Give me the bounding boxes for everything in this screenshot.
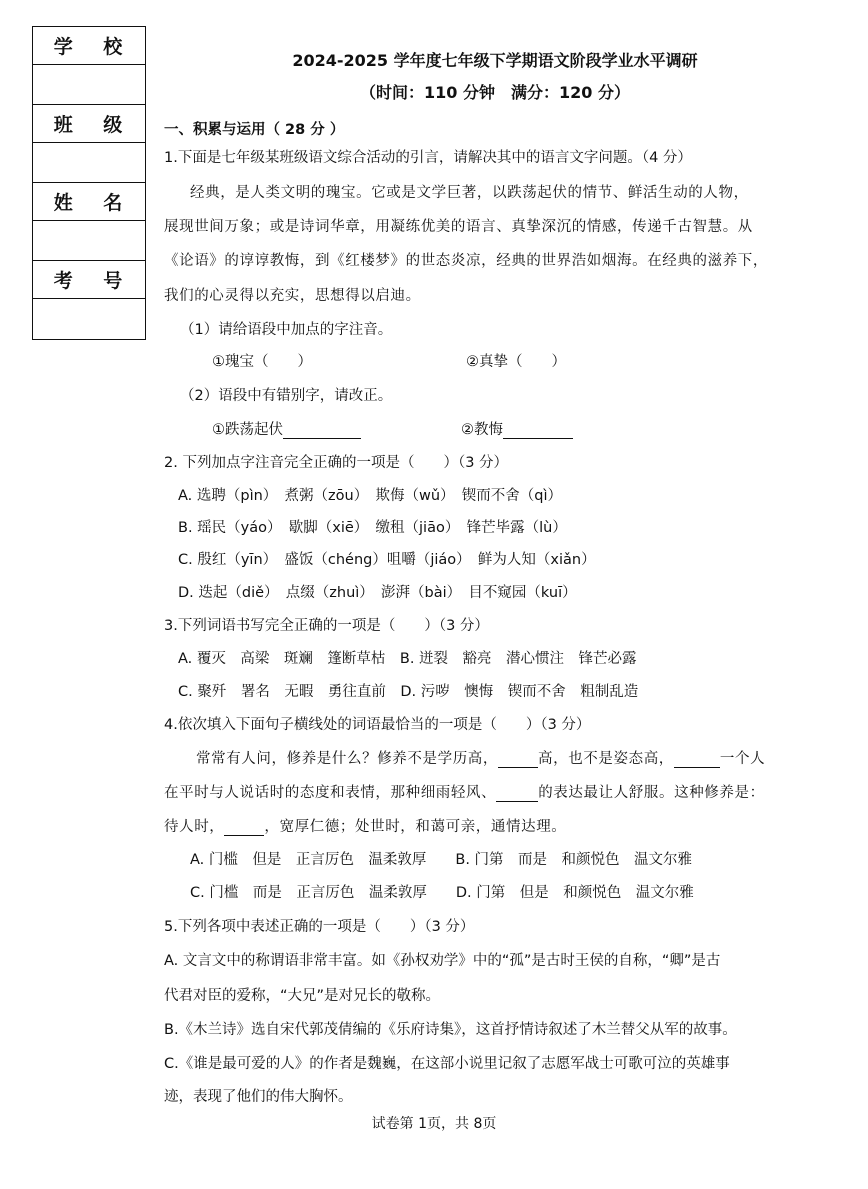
q3-options-row-1[interactable]: A. 覆灭 高梁 斑斓 篷断草枯 B. 迸裂 豁亮 潜心惯注 锋芒必露 <box>178 651 637 667</box>
exam-number-field[interactable] <box>33 299 145 339</box>
q1-sub2-a-text: ①跌荡起伏 <box>212 422 283 438</box>
q4-p1b: 高，也不是姿态高， <box>538 751 674 767</box>
q3-options-row-2[interactable]: C. 聚歼 署名 无暇 勇往直前 D. 污哕 懊悔 锲而不舍 粗制乱造 <box>178 684 639 700</box>
q1-sub1-item-b[interactable]: ②真挚（ ） <box>466 354 566 370</box>
q5-option-a-line-2: 代君对臣的爱称，“大兄”是对兄长的敬称。 <box>164 988 441 1004</box>
answer-blank[interactable] <box>503 422 573 439</box>
q4-options-ab[interactable]: A. 门槛 但是 正言厉色 温柔敦厚 B. 门第 而是 和颜悦色 温文尔雅 <box>190 852 693 868</box>
q4-p1a: 常常有人问，修养是什么？修养不是学历高， <box>196 751 498 767</box>
q5-option-c-line-1[interactable]: C.《谁是最可爱的人》的作者是魏巍，在这部小说里记叙了志愿军战士可歌可泣的英雄事 <box>164 1056 730 1072</box>
q1-sub1-prompt: （1）请给语段中加点的字注音。 <box>180 322 393 338</box>
page-footer: 试卷第 1页，共 8页 <box>371 1116 497 1132</box>
q1-sub1-item-a[interactable]: ①瑰宝（ ） <box>212 354 312 370</box>
q1-passage-line-2: 展现世间万象；或是诗词华章，用凝练优美的语言、真挚深沉的情感，传递千古智慧。从 <box>164 219 753 235</box>
fill-blank-4[interactable] <box>224 821 264 836</box>
class-label: 班 级 <box>33 105 145 143</box>
q4-p3a: 待人时， <box>164 819 225 835</box>
q4-passage-line-2 <box>164 781 765 802</box>
fill-blank-3[interactable] <box>496 787 538 802</box>
q1-passage-line-3: 《论语》的谆谆教悔，到《红楼梦》的世态炎凉，经典的世界浩如烟海。在经典的滋养下， <box>164 253 768 269</box>
exam-title: 2024-2025 学年度七年级下学期语文阶段学业水平调研 <box>292 51 698 70</box>
q4-options-cd[interactable]: C. 门槛 而是 正言厉色 温柔敦厚 D. 门第 但是 和颜悦色 温文尔雅 <box>190 885 694 901</box>
q4-p2b: 的表达最让人舒服。这种修养是： <box>538 785 765 801</box>
q5-option-a-line-1[interactable]: A. 文言文中的称谓语非常丰富。如《孙权劝学》中的“孤”是古时王侯的自称，“卿”是古 <box>164 953 721 969</box>
q5-option-b[interactable]: B.《木兰诗》选自宋代郭茂倩编的《乐府诗集》，这首抒情诗叙述了木兰替父从军的故事。 <box>164 1022 737 1038</box>
q5-option-c-line-2: 迹，表现了他们的伟大胸怀。 <box>164 1089 353 1105</box>
student-info-box <box>32 26 146 340</box>
answer-blank[interactable] <box>283 422 361 439</box>
q1-sub2-item-a <box>212 418 361 439</box>
class-field[interactable] <box>33 143 145 183</box>
q2-stem: 2. 下列加点字注音完全正确的一项是（ ）（3 分） <box>164 455 509 471</box>
q1-passage-line-4: 我们的心灵得以充实，思想得以启迪。 <box>164 288 421 304</box>
q3-stem: 3.下列词语书写完全正确的一项是（ ）（3 分） <box>164 618 489 634</box>
q4-stem: 4.依次填入下面句子横线处的词语最恰当的一项是（ ）（3 分） <box>164 717 591 733</box>
exam-number-label: 考 号 <box>33 261 145 299</box>
name-field[interactable] <box>33 221 145 261</box>
fill-blank-2[interactable] <box>674 753 720 768</box>
q2-option-b[interactable]: B. 瑶民（yáo） 歇脚（xiē） 缴租（jiāo） 锋芒毕露（lù） <box>178 520 567 536</box>
q2-option-c[interactable]: C. 殷红（yīn） 盛饭（chéng）咀嚼（jiáo） 鲜为人知（xiǎn） <box>178 552 596 568</box>
q4-passage-line-3 <box>164 815 566 836</box>
q4-p2a: 在平时与人说话时的态度和表情，那种细雨轻风、 <box>164 785 497 801</box>
q2-option-d[interactable]: D. 迭起（diě） 点缀（zhuì） 澎湃（bài） 目不窥园（kuī） <box>178 585 577 601</box>
section-heading: 一、积累与运用（ 28 分 ） <box>164 122 345 138</box>
q1-sub2-item-b <box>461 418 573 439</box>
fill-blank-1[interactable] <box>498 753 538 768</box>
q1-sub2-prompt: （2）语段中有错别字，请改正。 <box>180 388 393 404</box>
exam-subtitle: （时间：110 分钟 满分：120 分） <box>360 83 630 102</box>
q4-p1c: 一个人 <box>719 751 766 767</box>
q5-stem: 5.下列各项中表述正确的一项是（ ）（3 分） <box>164 919 475 935</box>
q4-p3b: ，宽厚仁德；处世时，和蔼可亲，通情达理。 <box>264 819 567 835</box>
school-label: 学 校 <box>33 27 145 65</box>
name-label: 姓 名 <box>33 183 145 221</box>
q2-option-a[interactable]: A. 选聘（pìn） 煮粥（zōu） 欺侮（wǔ） 锲而不舍（qì） <box>178 488 563 504</box>
school-field[interactable] <box>33 65 145 105</box>
q4-passage-line-1 <box>196 747 765 768</box>
q1-passage-line-1: 经典，是人类文明的瑰宝。它或是文学巨著，以跌荡起伏的情节、鲜活生动的人物， <box>190 185 749 201</box>
q1-stem: 1.下面是七年级某班级语文综合活动的引言，请解决其中的语言文字问题。（4 分） <box>164 150 692 166</box>
q1-sub2-b-text: ②教悔 <box>461 422 503 438</box>
